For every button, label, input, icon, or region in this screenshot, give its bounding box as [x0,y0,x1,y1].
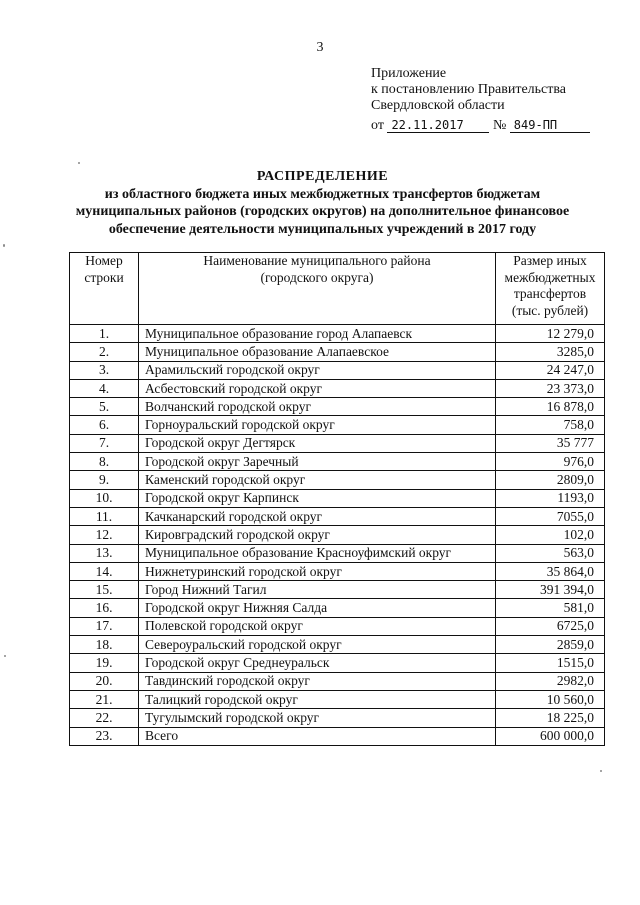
amount-cell: 35 864,0 [496,562,605,580]
document-title: РАСПРЕДЕЛЕНИЕ [256,169,389,184]
row-number-cell: 10. [70,489,139,507]
municipality-name-cell: Нижнетуринский городской округ [139,562,496,580]
row-number-cell: 3. [70,361,139,379]
resolution-reference [371,118,590,134]
number-label: № [492,118,507,133]
table-row [70,636,605,654]
table-row [70,471,605,489]
municipality-name-cell: Городской округ Среднеуральск [139,654,496,672]
appendix-line: Свердловской области [371,98,505,113]
amount-cell: 24 247,0 [496,361,605,379]
amount-cell: 2809,0 [496,471,605,489]
amount-cell: 18 225,0 [496,709,605,727]
table-row [70,434,605,452]
distribution-table [69,252,605,746]
amount-cell: 12 279,0 [496,325,605,343]
amount-cell: 6725,0 [496,617,605,635]
table-row [70,526,605,544]
table-row [70,617,605,635]
header-text: межбюджетных [504,269,596,285]
table-body [70,325,605,746]
heading-line: из областного бюджета иных межбюджетных трансфертов бюджетам [104,186,541,202]
municipality-name-cell: Город Нижний Тагил [139,581,496,599]
table-row [70,654,605,672]
amount-cell: 10 560,0 [496,690,605,708]
row-number-cell: 9. [70,471,139,489]
header-text: (городского округа) [260,269,374,285]
municipality-name-cell: Тугулымский городской округ [139,709,496,727]
row-number-cell: 5. [70,398,139,416]
row-number-cell: 22. [70,709,139,727]
row-number-cell: 23. [70,727,139,745]
municipality-name-cell: Каменский городской округ [139,471,496,489]
row-number-cell: 14. [70,562,139,580]
resolution-number: 849-ПП [510,118,590,133]
amount-cell: 391 394,0 [496,581,605,599]
header-amount [496,253,605,325]
row-number-cell: 16. [70,599,139,617]
amount-cell: 102,0 [496,526,605,544]
municipality-name-cell: Горноуральский городской округ [139,416,496,434]
table-row [70,379,605,397]
row-number-cell: 1. [70,325,139,343]
municipality-name-cell: Городской округ Нижняя Салда [139,599,496,617]
header-text: Наименование муниципального района [203,253,431,268]
table-row [70,690,605,708]
appendix-block [371,66,566,114]
municipality-name-cell: Городской округ Карпинск [139,489,496,507]
row-number-cell: 21. [70,690,139,708]
row-number-cell: 11. [70,507,139,525]
amount-cell: 3285,0 [496,343,605,361]
heading-line: обеспечение деятельности муниципальных учреждений в 2017 году [108,221,537,237]
row-number-cell: 12. [70,526,139,544]
row-number-cell: 6. [70,416,139,434]
table-row [70,727,605,745]
page-number: 3 [316,40,324,55]
header-text: строки [84,269,124,285]
municipality-name-cell: Муниципальное образование город Алапаевск [139,325,496,343]
municipality-name-cell: Полевской городской округ [139,617,496,635]
municipality-name-cell: Муниципальное образование Алапаевское [139,343,496,361]
municipality-name-cell: Качканарский городской округ [139,507,496,525]
amount-cell: 2982,0 [496,672,605,690]
header-text: (тыс. рублей) [511,302,589,318]
header-text: Номер [85,253,123,268]
amount-cell: 2859,0 [496,636,605,654]
municipality-name-cell: Тавдинский городской округ [139,672,496,690]
amount-cell: 35 777 [496,434,605,452]
municipality-name-cell: Североуральский городской округ [139,636,496,654]
amount-cell: 758,0 [496,416,605,434]
scan-speck [78,162,80,164]
scan-speck [4,655,6,657]
amount-cell: 16 878,0 [496,398,605,416]
table-row [70,672,605,690]
row-number-cell: 15. [70,581,139,599]
scan-speck [3,244,5,247]
table-row [70,453,605,471]
row-number-cell: 20. [70,672,139,690]
amount-cell: 7055,0 [496,507,605,525]
table-row [70,581,605,599]
amount-cell: 563,0 [496,544,605,562]
amount-cell: 600 000,0 [496,727,605,745]
header-row-number [70,253,139,325]
amount-cell: 976,0 [496,453,605,471]
table-row [70,544,605,562]
appendix-line: Приложение [371,66,447,81]
appendix-line: к постановлению Правительства [371,82,567,97]
table-row [70,489,605,507]
header-text: трансфертов [513,286,587,301]
scan-speck [600,770,602,772]
resolution-date: 22.11.2017 [387,118,489,133]
municipality-name-cell: Городской округ Дегтярск [139,434,496,452]
table-row [70,709,605,727]
row-number-cell: 19. [70,654,139,672]
table-row [70,343,605,361]
header-municipality [139,253,496,325]
municipality-name-cell: Арамильский городской округ [139,361,496,379]
row-number-cell: 8. [70,453,139,471]
row-number-cell: 4. [70,379,139,397]
municipality-name-cell: Волчанский городской округ [139,398,496,416]
municipality-name-cell: Кировградский городской округ [139,526,496,544]
municipality-name-cell: Всего [139,727,496,745]
row-number-cell: 17. [70,617,139,635]
table-row [70,361,605,379]
amount-cell: 23 373,0 [496,379,605,397]
municipality-name-cell: Городской округ Заречный [139,453,496,471]
table-header-row [70,253,605,325]
table-row [70,398,605,416]
from-label: от [371,118,384,133]
table-row [70,416,605,434]
table-row [70,562,605,580]
header-text: Размер иных [513,253,587,268]
heading-line: муниципальных районов (городских округов) на дополнительное финансовое [75,204,570,219]
amount-cell: 1193,0 [496,489,605,507]
table-row [70,507,605,525]
amount-cell: 1515,0 [496,654,605,672]
document-heading [50,168,595,238]
table-row [70,325,605,343]
amount-cell: 581,0 [496,599,605,617]
municipality-name-cell: Муниципальное образование Красноуфимский округ [139,544,496,562]
row-number-cell: 7. [70,434,139,452]
row-number-cell: 18. [70,636,139,654]
row-number-cell: 13. [70,544,139,562]
row-number-cell: 2. [70,343,139,361]
table-row [70,599,605,617]
municipality-name-cell: Талицкий городской округ [139,690,496,708]
municipality-name-cell: Асбестовский городской округ [139,379,496,397]
